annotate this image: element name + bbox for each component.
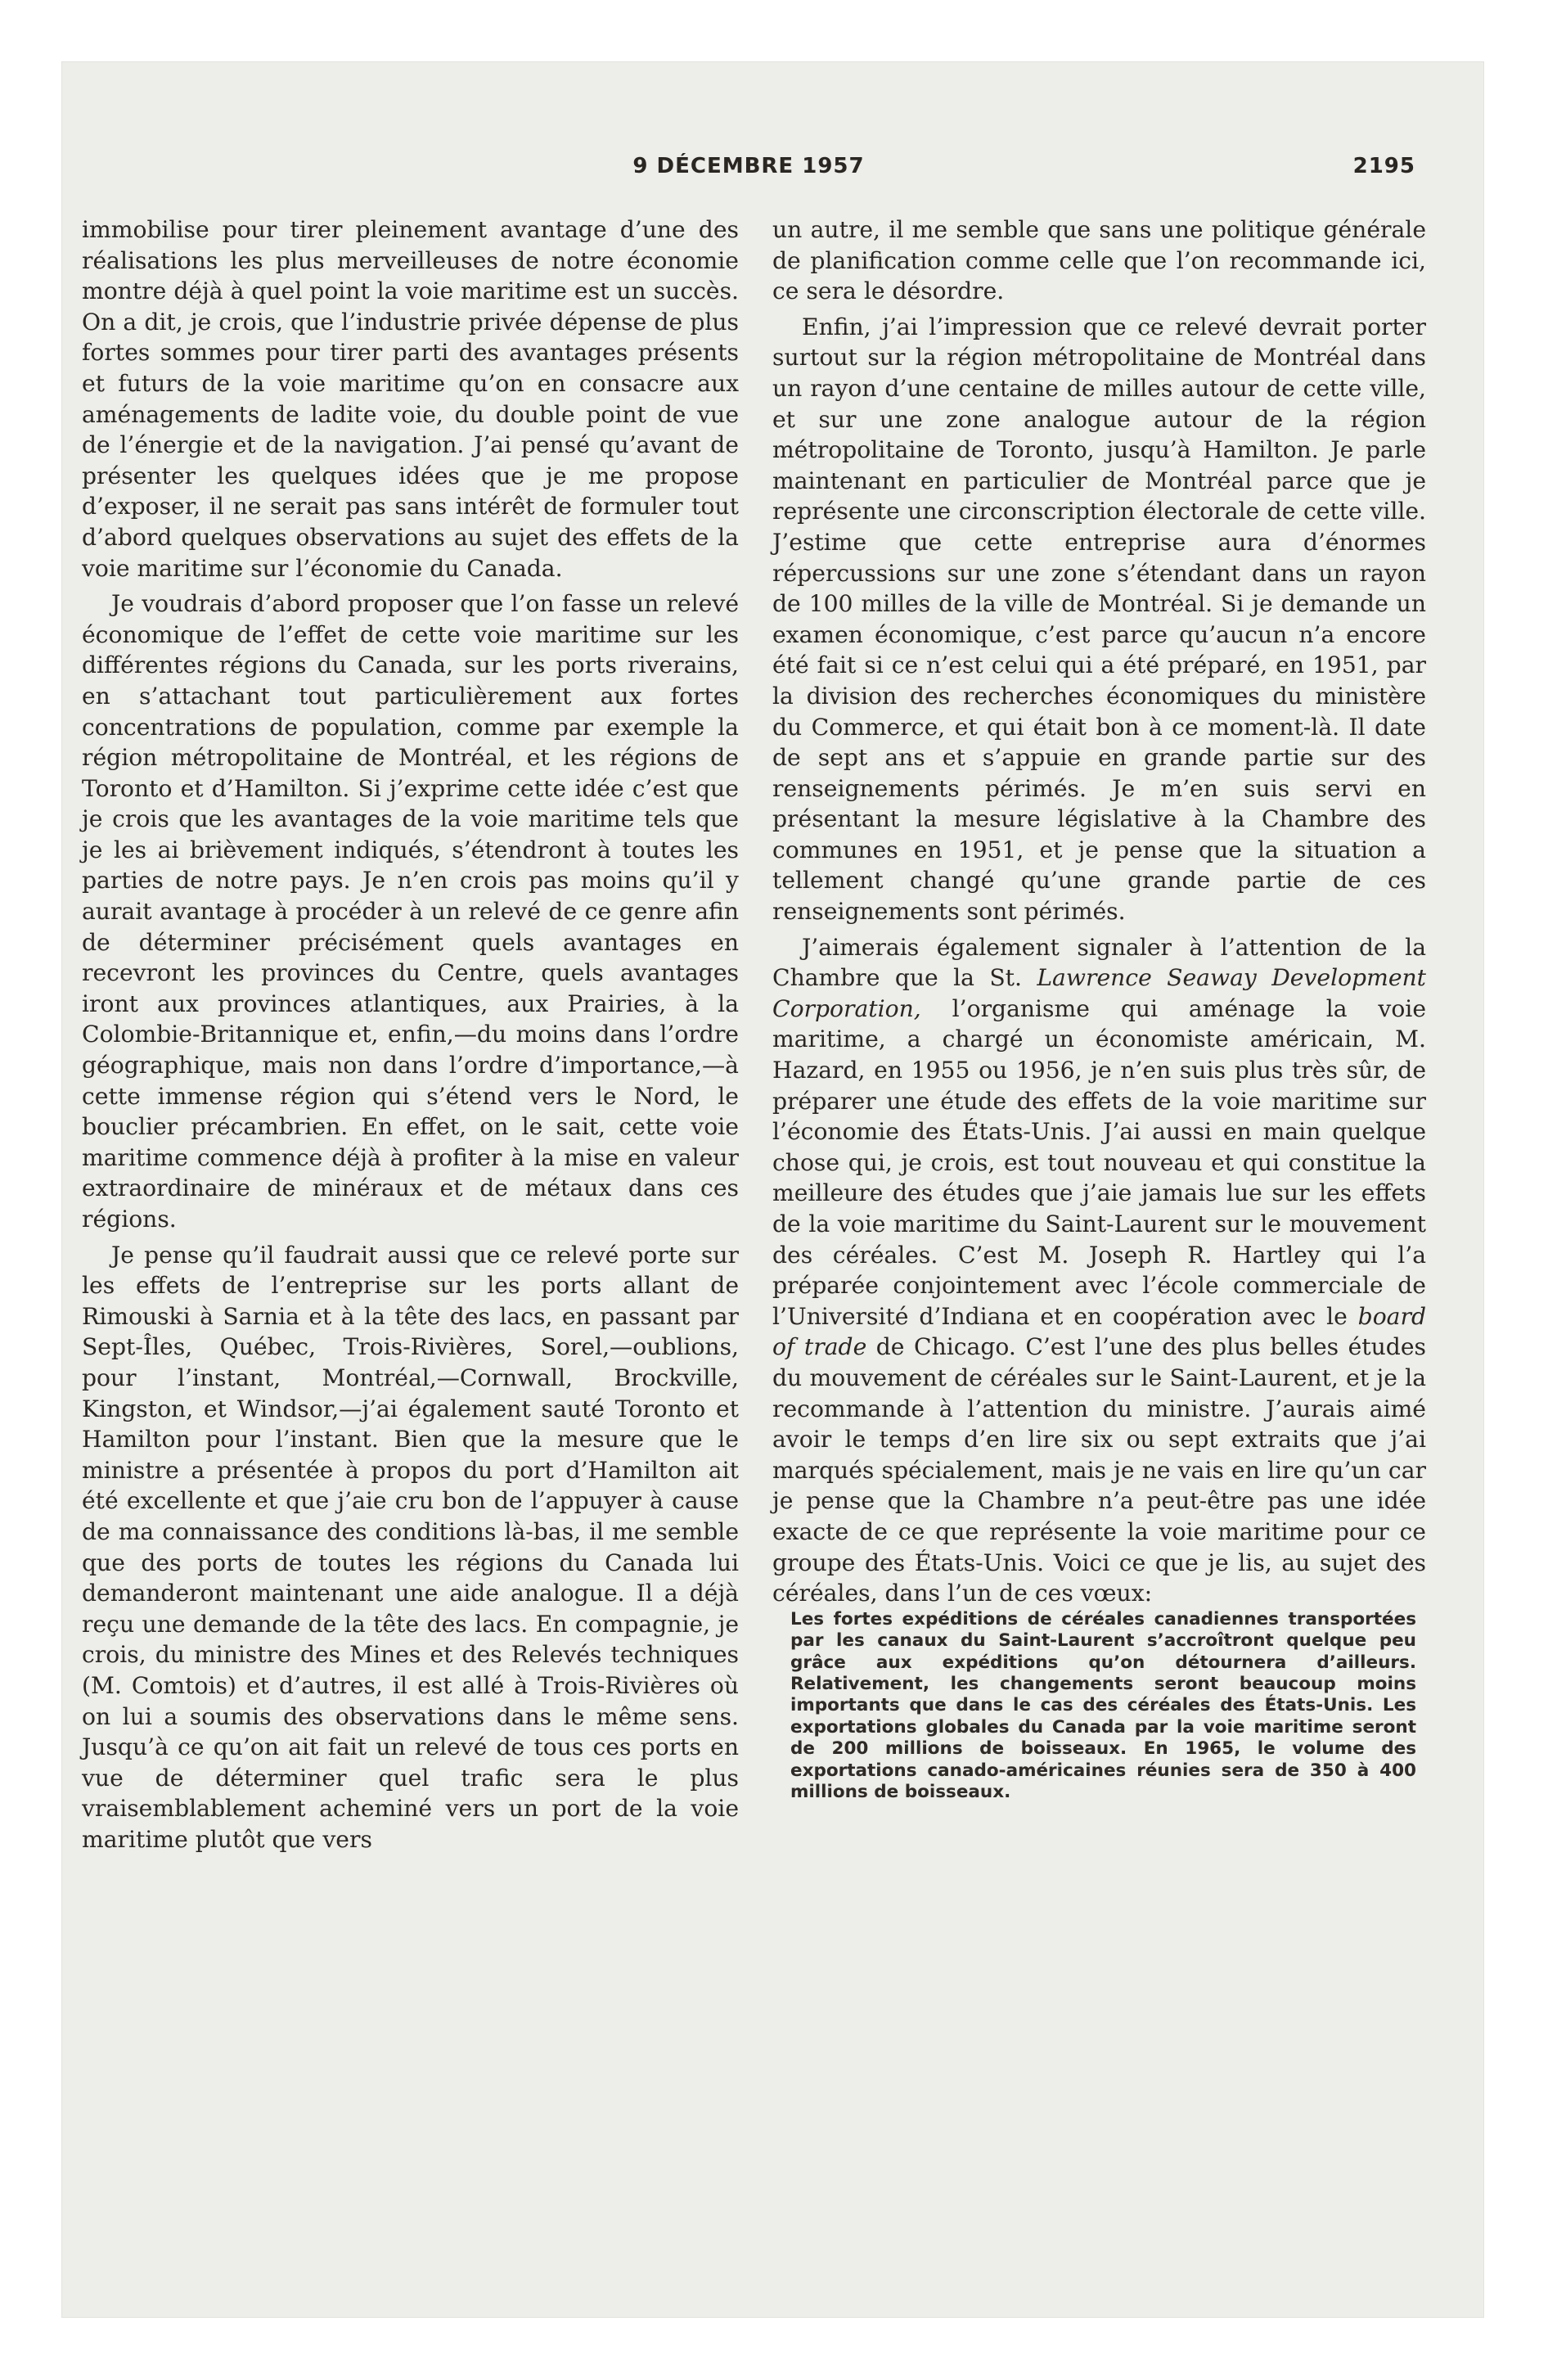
paragraph: immobilise pour tirer pleinement avantage d’une des réalisations les plus merveilleuses de notre économie montre déjà à quel point la voie maritime est un succès. On a dit, je crois, que l’industrie privée dépense de plus fortes sommes pour tirer parti des avantages présents et futurs de la voie maritime qu’on en consacre aux aménagements de ladite voie, du double point de vue de l’énergie et de la navigation. J’ai pensé qu’avant de présenter les quelques idées que je me propose d’exposer, il ne serait pas sans intérêt de formuler tout d’abord quelques observations au sujet des effets de la voie maritime sur l’économie du Canada. — [82, 216, 739, 582]
text-run: de Chicago. C’est l’une des plus belles études du mouvement de céréales sur le Saint-Laurent, et je la recommande à l’attention du ministre. J’aurais aimé avoir le temps d’en lire six ou sept extraits que j’ai marqués spécialement, mais je ne vais en lire qu’un car je pense que la Chambre n’a peut-être pas une idée exacte de ce que représente la voie maritime pour ce groupe des États-Unis. Voici ce que je lis, au sujet des céréales, dans l’un de ces vœux: — [772, 1333, 1426, 1607]
board-of-trade-term: board of trade — [772, 1302, 1426, 1361]
right-column — [772, 214, 1426, 1803]
paragraph: Enfin, j’ai l’impression que ce relevé devrait porter surtout sur la région métropolitaine de Montréal dans un rayon d’une centaine de milles autour de cette ville, et sur une zone analogue autour de la région métropolitaine de Toronto, jusqu’à Hamilton. Je parle maintenant en particulier de Montréal parce que je représente une circonscription électorale de cette ville. J’estime que cette entreprise aura d’énormes répercussions sur une zone s’étendant dans un rayon de 100 milles de la ville de Montréal. Si je demande un examen économique, c’est parce qu’aucun n’a encore été fait si ce n’est celui qui a été préparé, en 1951, par la division des recherches économiques du ministère du Commerce, et qui était bon à ce moment-là. Il date de sept ans et s’appuie en grande partie sur des renseignements périmés. Je m’en suis servi en présentant la mesure législative à la Chambre des communes en 1951, et je pense que la situation a tellement changé qu’une grande partie de ces renseignements sont périmés. — [772, 313, 1426, 926]
text-run: J’aimerais également signaler à l’attention de la Chambre que la — [772, 933, 1426, 992]
header-date: 9 DÉCEMBRE 1957 — [632, 154, 865, 178]
left-column — [82, 214, 739, 1855]
paragraph: Je pense qu’il faudrait aussi que ce relevé porte sur les effets de l’entreprise sur les ports allant de Rimouski à Sarnia et à la tête des lacs, en passant par Sept-Îles, Québec, Trois-Rivières, Sorel,—oublions, pour l’instant, Montréal,—Cornwall, Brockville, Kingston, et Windsor,—j’ai également sauté Toronto et Hamilton pour l’instant. Bien que la mesure que le ministre a présentée à propos du port d’Hamilton ait été excellente et que j’aie cru bon de l’appuyer à cause de ma connaissance des conditions là-bas, il me semble que des ports de toutes les régions du Canada lui demanderont maintenant une aide analogue. Il a déjà reçu une demande de la tête des lacs. En compagnie, je crois, du ministre des Mines et des Relevés techniques (M. Comtois) et d’autres, il est allé à Trois-Rivières où on lui a soumis des observations dans le même sens. Jusqu’à ce qu’on ait fait un relevé de tous ces ports en vue de déterminer quel trafic sera le plus vraisemblablement acheminé vers un port de la voie maritime plutôt que vers — [82, 1241, 739, 1853]
organization-name: Lawrence Seaway Development Corporation, — [772, 964, 1426, 1022]
block-quote: Les fortes expéditions de céréales canadiennes transportées par les canaux du Saint-Laurent s’accroîtront quelque peu grâce aux expéditions qu’on détournera d’ailleurs. Relativement, les changements seront beaucoup moins importants que dans le cas des céréales des États-Unis. Les exportations globales du Canada par la voie maritime seront de 200 millions de boisseaux. En 1965, le volume des exportations canado-américaines réunies sera de 350 à 400 millions de boisseaux. — [790, 1608, 1416, 1802]
paragraph — [772, 932, 1426, 1609]
text-run: l’organisme qui aménage la voie maritime, a chargé un économiste américain, M. Hazard, en 1955 ou 1956, je n’en suis plus très sûr, de préparer une étude des effets de la voie maritime sur l’économie des États-Unis. J’ai aussi en main quelque chose qui, je crois, est tout nouveau et qui constitue la meilleure des études que j’aie jamais lue sur les effets de la voie maritime du Saint-Laurent sur le mouvement des céréales. C’est M. Joseph R. Hartley qui l’a préparée conjointement avec l’école commerciale de l’Université d’Indiana et en coopération avec le — [772, 994, 1426, 1330]
organization-name-st: St. — [989, 964, 1037, 992]
page-header — [82, 154, 1415, 192]
paragraph: un autre, il me semble que sans une politique générale de planification comme celle que l’on recommande ici, ce sera le désordre. — [772, 216, 1426, 305]
paragraph: Je voudrais d’abord proposer que l’on fasse un relevé économique de l’effet de cette voie maritime sur les différentes régions du Canada, sur les ports riverains, en s’attachant tout particulièrement aux fortes concentrations de population, comme par exemple la région métropolitaine de Montréal, et les régions de Toronto et d’Hamilton. Si j’exprime cette idée c’est que je crois que les avantages de la voie maritime tels que je les ai brièvement indiqués, s’étendront à toutes les parties de notre pays. Je n’en crois pas moins qu’il y aurait avantage à procéder à un relevé de ce genre afin de déterminer précisément quels avantages en recevront les provinces du Centre, quels avantages iront aux provinces atlantiques, aux Prairies, à la Colombie-Britannique et, enfin,—du moins dans l’ordre géographique, mais non dans l’ordre d’importance,—à cette immense région qui s’étend vers le Nord, le bouclier précambrien. En effet, on le sait, cette voie maritime commence déjà à profiter à la mise en valeur extraordinaire de minéraux et de métaux dans ces régions. — [82, 590, 739, 1233]
page-number: 2195 — [1352, 154, 1415, 178]
